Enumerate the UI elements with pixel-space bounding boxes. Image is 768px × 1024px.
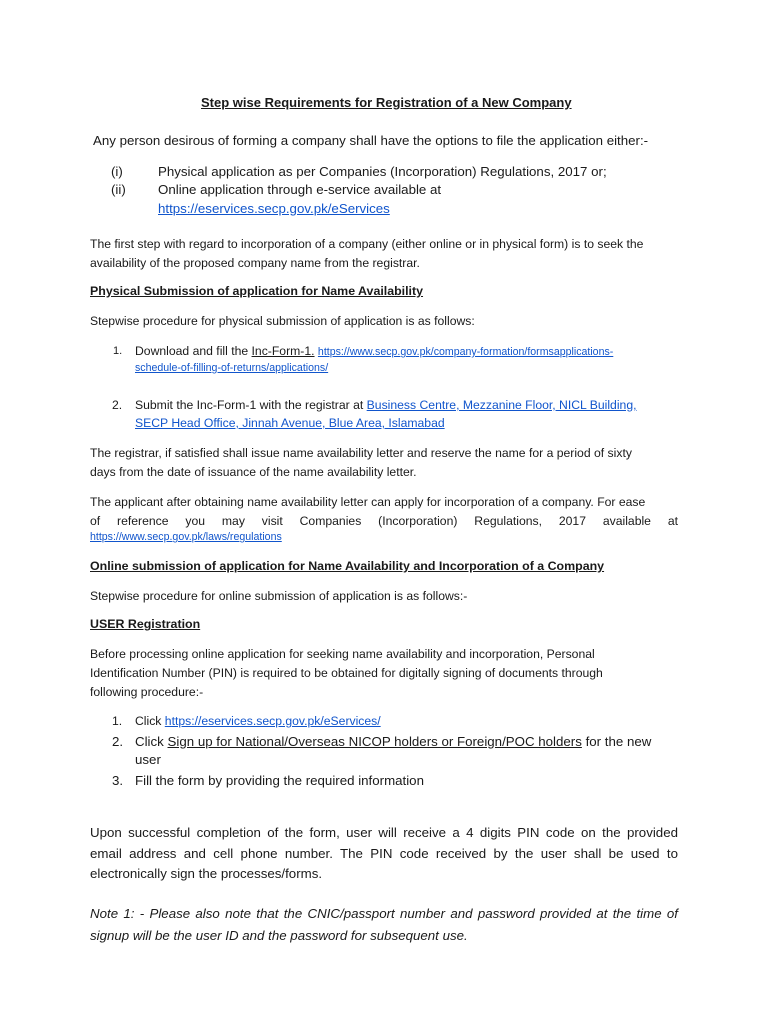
note-line2: signup will be the user ID and the password for subsequent use. (90, 928, 468, 943)
applicant-line1: The applicant after obtaining name availability letter can apply for incorporation of a company. For ease (90, 495, 646, 509)
registrar-line1: The registrar, if satisfied shall issue name availability letter and reserve the name for a period of sixty (90, 446, 632, 460)
business-centre-link-continued[interactable]: SECP Head Office, Jinnah Avenue, Blue Area, Islamabad (135, 416, 445, 430)
physical-step2-line (135, 396, 637, 415)
online-step2-continued: user (135, 752, 161, 767)
option-1-text: Physical application as per Companies (Incorporation) Regulations, 2017 or; (158, 164, 607, 179)
online-step3-text: Fill the form by providing the required information (135, 773, 424, 788)
before-line1: Before processing online application for seeking name availability and incorporation, Personal (90, 647, 595, 661)
physical-intro: Stepwise procedure for physical submission of application is as follows: (90, 314, 475, 328)
first-step-line1: The first step with regard to incorporation of a company (either online or in physical form) is to seek the (90, 237, 644, 251)
online-step1-text: Click (135, 714, 162, 728)
physical-step2-text: Submit the Inc-Form-1 with the registrar at (135, 398, 364, 412)
eservices-link[interactable]: https://eservices.secp.gov.pk/eServices (158, 201, 390, 216)
physical-step1-line (135, 342, 613, 362)
inc-form-1-label[interactable]: Inc-Form-1. (251, 344, 315, 358)
forms-link-continued[interactable]: schedule-of-filling-of-returns/applications/ (135, 362, 329, 374)
intro-text: Any person desirous of forming a company shall have the options to file the application either:- (93, 133, 649, 148)
physical-step1-number: 1. (113, 345, 123, 357)
physical-step1-text: Download and fill the (135, 344, 249, 358)
applicant-line2: of reference you may visit Companies (Incorporation) Regulations, 2017 available at (90, 514, 678, 528)
registrar-line2: days from the date of issuance of the name availability letter. (90, 465, 417, 479)
option-2-number: (ii) (111, 182, 126, 197)
online-step3-number: 3. (112, 773, 124, 788)
upon-line3: electronically sign the processes/forms. (90, 866, 323, 881)
upon-line1: Upon successful completion of the form, user will receive a 4 digits PIN code on the provided (90, 825, 678, 840)
online-step2-text: Click (135, 734, 164, 749)
eservices-click-link[interactable]: https://eservices.secp.gov.pk/eServices/ (164, 714, 381, 728)
online-heading: Online submission of application for Name Availability and Incorporation of a Company (90, 559, 605, 573)
note-line1: Note 1: - Please also note that the CNIC/passport number and password provided at the time of (90, 906, 678, 921)
page-title: Step wise Requirements for Registration of a New Company (201, 95, 572, 110)
online-step1-number: 1. (112, 714, 123, 728)
business-centre-link[interactable]: Business Centre, Mezzanine Floor, NICL Building, (366, 398, 637, 412)
online-step2-number: 2. (112, 734, 124, 749)
online-step1-line (135, 712, 381, 731)
physical-heading: Physical Submission of application for Name Availability (90, 284, 424, 298)
user-registration-heading: USER Registration (90, 617, 201, 631)
regulations-link[interactable]: https://www.secp.gov.pk/laws/regulations (90, 531, 282, 543)
option-1-number: (i) (111, 164, 123, 179)
upon-line2: email address and cell phone number. The PIN code received by the user shall be used to (90, 846, 678, 861)
online-step2-after: for the new (585, 734, 652, 749)
before-line3: following procedure:- (90, 685, 204, 699)
option-2-text: Online application through e-service available at (158, 182, 442, 197)
physical-step2-number: 2. (112, 398, 123, 412)
sign-up-link[interactable]: Sign up for National/Overseas NICOP holders or Foreign/POC holders (167, 734, 582, 749)
first-step-line2: availability of the proposed company name from the registrar. (90, 256, 420, 270)
online-intro: Stepwise procedure for online submission of application is as follows:- (90, 589, 468, 603)
forms-link[interactable]: https://www.secp.gov.pk/company-formation/formsapplications- (317, 346, 614, 358)
online-step2-line (135, 732, 651, 751)
before-line2: Identification Number (PIN) is required to be obtained for digitally signing of documents through (90, 666, 603, 680)
